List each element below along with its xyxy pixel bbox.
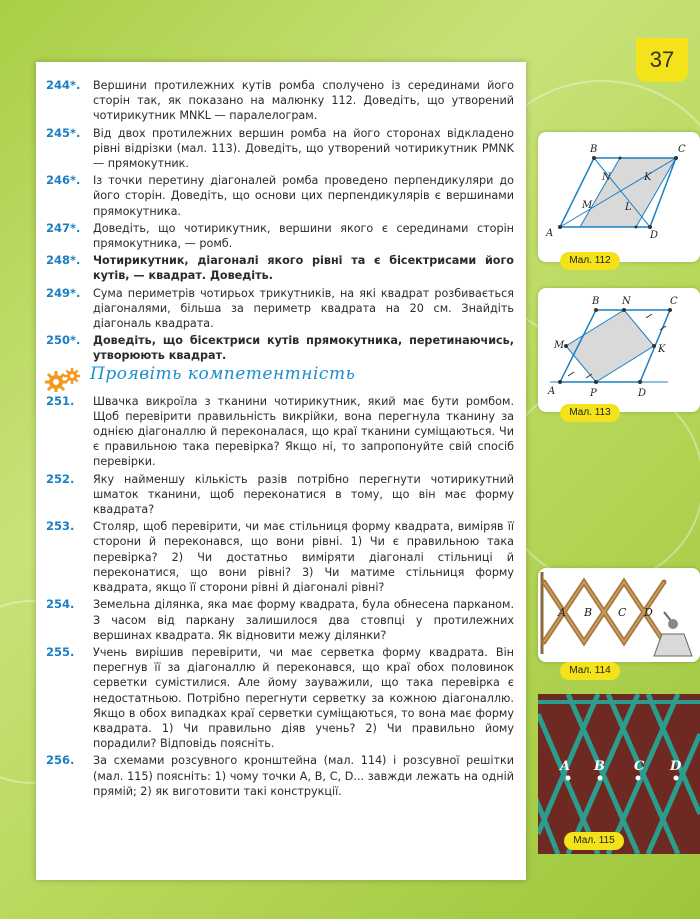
problem-text: Від двох протилежних вершин ромба на його сторонах відкладено рівні відрізки (мал. 113). Доведіть, що утворений чотирикутник PMNK — прямокутник. [93, 126, 514, 171]
problems-group-b [44, 394, 514, 799]
grille-illustration [538, 694, 700, 854]
problem-number: 254. [46, 597, 75, 612]
problem-number: 253. [46, 519, 75, 534]
fig112-label-a: A [546, 228, 554, 239]
problem-text: Вершини протилежних кутів ромба сполучено із серединами його сторін так, як показано на малюнку 112. Доведіть, що утворений чотирикутник MNKL — паралелограм. [93, 79, 514, 123]
problem-number: 251. [46, 393, 75, 408]
figure-115-photo [538, 694, 700, 854]
problem-item [44, 253, 514, 283]
problem-number: 248*. [46, 253, 81, 268]
section-title: Проявіть компетентність [90, 363, 356, 384]
fig112-label-c: C [678, 144, 686, 155]
fig113-label-p: P [590, 388, 597, 399]
fig113-label-n: N [622, 296, 631, 307]
figure-112 [538, 132, 700, 262]
problem-number: 245*. [46, 125, 81, 140]
problem-item [44, 645, 514, 751]
problem-text: Доведіть, що бісектриси кутів прямокутника, перетинаючись, утворюють квадрат. [93, 334, 514, 363]
fig112-label-k: K [644, 172, 652, 183]
problem-item [44, 286, 514, 332]
problem-item [44, 333, 514, 363]
problems-group-a [44, 78, 514, 364]
fig112-label-n: N [602, 172, 611, 183]
fig115-label-a: A [560, 759, 571, 774]
problem-item [44, 221, 514, 251]
page-number: 37 [636, 38, 688, 82]
fig112-label-m: M [582, 200, 593, 211]
fig115-label-b: B [594, 759, 605, 774]
fig113-label-c: C [670, 296, 678, 307]
problem-item [44, 126, 514, 172]
rhombus-diagram-113 [538, 288, 700, 412]
fig112-label-l: L [625, 202, 632, 213]
fig114-label-d: D [644, 606, 653, 619]
fig114-label-c: C [618, 606, 627, 619]
problem-number: 247*. [46, 220, 81, 235]
fig115-label-c: C [634, 759, 645, 774]
problem-text: Яку найменшу кількість разів потрібно перегнути чотирикутний шматок тканини, щоб переконатися в тому, що він має форму квадрата? [93, 472, 514, 517]
fig113-label-k: K [658, 344, 666, 355]
bracket-diagram-114 [538, 568, 700, 662]
problem-text: За схемами розсувного кронштейна (мал. 114) і розсувної решітки (мал. 115) поясніть: 1) чому точки A, B, C, D... завжди лежать на одній прямій; 2) як виготовити такі конструкції. [93, 754, 514, 798]
problem-text: Доведіть, що чотирикутник, вершини якого є серединами сторін прямокутника, — ромб. [93, 221, 514, 251]
problem-number: 246*. [46, 173, 81, 188]
fig114-label-a: A [558, 606, 566, 619]
problem-item [44, 173, 514, 219]
caption-112: Мал. 112 [560, 252, 620, 270]
problem-item [44, 753, 514, 799]
fig112-label-b: B [590, 144, 598, 155]
caption-114: Мал. 114 [560, 662, 620, 680]
fig112-label-d: D [650, 230, 659, 241]
problem-text: Учень вирішив перевірити, чи має серветка форму квадрата. Він перегнув її за діагоналлю й переконався, що краї обох половинок серветки сумістилися. Але йому зауважили, що така перевірка є недостатньою. Потрібно перегнути серветку за кожною діагоналлю. Якщо в обох випадках краї серветки суміщаються, то вона має форму квадрата. 1) Чи правильно діяв учень? 2) Чи правильно йому порадили? Відповідь поясніть. [93, 645, 514, 751]
fig113-label-m: M [554, 340, 565, 351]
problem-text: Швачка викроїла з тканини чотирикутник, який має бути ромбом. Щоб перевірити правильність викрійки, вона перегнула тканину за однією діагоналлю й переконалася, що краї тканини суміщаються. Чи є правильною така перевірка? Якщо ні, то запропонуйте свій спосіб перевірки. [93, 394, 514, 469]
problem-number: 250*. [46, 333, 81, 348]
section-header [44, 363, 514, 392]
problem-number: 255. [46, 644, 75, 659]
problem-number: 244*. [46, 78, 81, 92]
caption-113: Мал. 113 [560, 404, 620, 422]
rhombus-diagram-112 [538, 132, 700, 262]
problem-text: Земельна ділянка, яка має форму квадрата, була обнесена парканом. З часом від паркану залишилося два стовпці у протилежних вершинах квадрата. Як відновити межу ділянки? [93, 598, 514, 642]
figure-113 [538, 288, 700, 412]
problem-number: 249*. [46, 285, 81, 300]
problem-text: Сума периметрів чотирьох трикутників, на які квадрат розбивається діагоналями, більша за периметр квадрата на 20 см. Знайдіть діагональ квадрата. [93, 286, 514, 331]
problem-item [44, 597, 514, 643]
problem-number: 256. [46, 753, 75, 768]
problem-item [44, 519, 514, 595]
problems-column [44, 78, 514, 801]
caption-115: Мал. 115 [564, 832, 624, 850]
problem-text: Чотирикутник, діагоналі якого рівні та є бісектрисами його кутів, — квадрат. Доведіть. [93, 254, 514, 283]
problem-item [44, 394, 514, 470]
problem-item [44, 78, 514, 124]
problem-text: Столяр, щоб перевірити, чи має стільниця форму квадрата, виміряв її сторони й переконався, що вони рівні. 1) Чи є правильною така перевірка? 2) Чи достатньо виміряти діагоналі стільниці й переконатися, що вони рівні? 3) Чи матиме стільниця форму квадрата, якщо її сторони рівні й діагоналі рівні? [93, 520, 514, 595]
fig113-label-a: A [548, 386, 556, 397]
fig113-label-d: D [638, 388, 647, 399]
problem-item [44, 472, 514, 518]
gears-icon [44, 368, 84, 392]
problem-number: 252. [46, 471, 75, 486]
fig115-label-d: D [670, 759, 682, 774]
fig114-label-b: B [584, 606, 593, 619]
problem-text: Із точки перетину діагоналей ромба проведено перпендикуляри до його сторін. Доведіть, що основи цих перпендикулярів є вершинами прямокутника. [93, 174, 514, 218]
figure-114 [538, 568, 700, 662]
fig113-label-b: B [592, 296, 600, 307]
